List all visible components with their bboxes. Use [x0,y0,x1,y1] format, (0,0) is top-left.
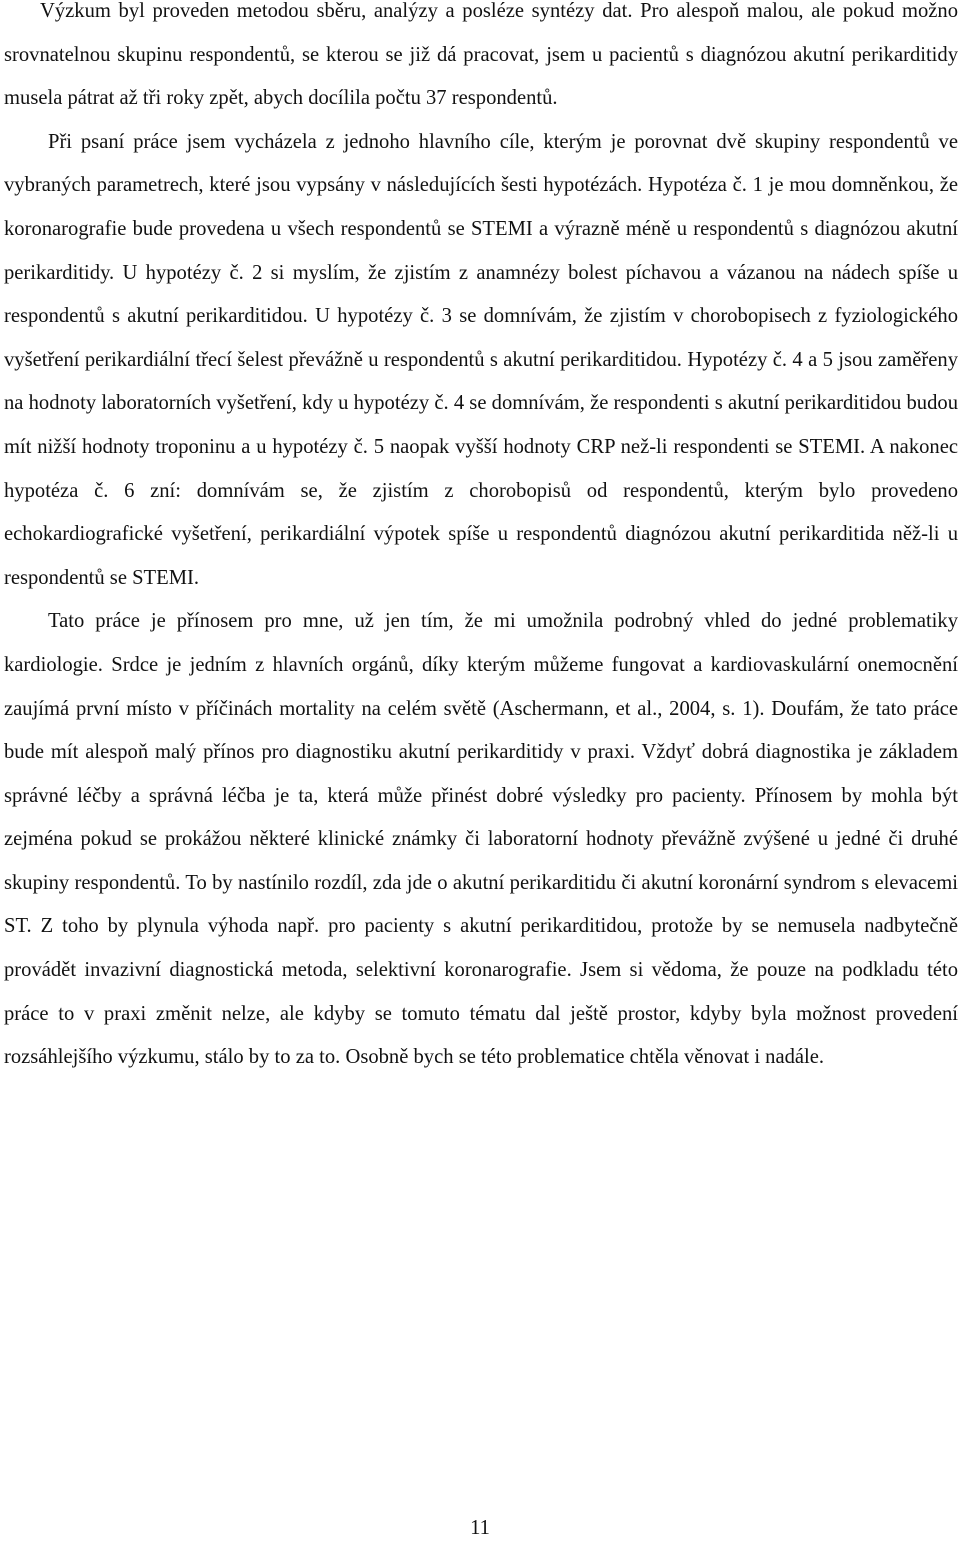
paragraph-method: Výzkum byl proveden metodou sběru, analýzy a posléze syntézy dat. Pro alespoň malou, ale pokud možno srovnatelnou skupinu respondentů, se kterou se již dá pracovat, jsem u pacientů s diagnózou akutní perikarditidy musela pátrat až tři roky zpět, abych docílila počtu 37 respondentů. [4,0,958,110]
paragraph-hypotheses: Při psaní práce jsem vycházela z jednoho hlavního cíle, kterým je porovnat dvě skupiny respondentů ve vybraných parametrech, které jsou vypsány v následujících šesti hypotézách. Hypotéza č. 1 je mou domněnkou, že koronarografie bude provedena u všech respondentů se STEMI a výrazně méně u respondentů s diagnózou akutní perikarditidy. U hypotézy č. 2 si myslím, že zjistím z anamnézy bolest píchavou a vázanou na nádech spíše u respondentů s akutní perikarditidou. U hypotézy č. 3 se domnívám, že zjistím v chorobopisech z fyziologického vyšetření perikardiální třecí šelest převážně u respondentů s akutní perikarditidou. Hypotézy č. 4 a 5 jsou zaměřeny na hodnoty laboratorních vyšetření, kdy u hypotézy č. 4 se domnívám, že respondenti s akutní perikarditidou budou mít nižší hodnoty troponinu a u hypotézy č. 5 naopak vyšší hodnoty CRP než-li respondenti se STEMI. A nakonec hypotéza č. 6 zní: domnívám se, že zjistím z chorobopisů od respondentů, kterým bylo provedeno echokardiografické vyšetření, perikardiální výpotek spíše u respondentů diagnózou akutní perikarditida něž-li u respondentů se STEMI. [4,130,958,589]
body-text [4,0,958,1080]
page-number: 11 [470,1517,490,1539]
paragraph-contribution: Tato práce je přínosem pro mne, už jen tím, že mi umožnila podrobný vhled do jedné problematiky kardiologie. Srdce je jedním z hlavních orgánů, díky kterým můžeme fungovat a kardiovaskulární onemocnění zaujímá první místo v příčinách mortality na celém světě (Aschermann, et al., 2004, s. 1). Doufám, že tato práce bude mít alespoň malý přínos pro diagnostiku akutní perikarditidy v praxi. Vždyť dobrá diagnostika je základem správné léčby a správná léčba je ta, která může přinést dobré výsledky pro pacienty. Přínosem by mohla být zejména pokud se prokážou některé klinické známky či laboratorní hodnoty převážně zvýšené u jedné či druhé skupiny respondentů. To by nastínilo rozdíl, zda jde o akutní perikarditidu či akutní koronární syndrom s elevacemi ST. Z toho by plynula výhoda např. pro pacienty s akutní perikarditidou, protože by se nemusela nadbytečně provádět invazivní diagnostická metoda, selektivní koronarografie. Jsem si vědoma, že pouze na podkladu této práce to v praxi změnit nelze, ale kdyby se tomuto tématu dal ještě prostor, kdyby byla možnost provedení rozsáhlejšího výzkumu, stálo by to za to. Osobně bych se této problematice chtěla věnovat i nadále. [4,610,958,1069]
